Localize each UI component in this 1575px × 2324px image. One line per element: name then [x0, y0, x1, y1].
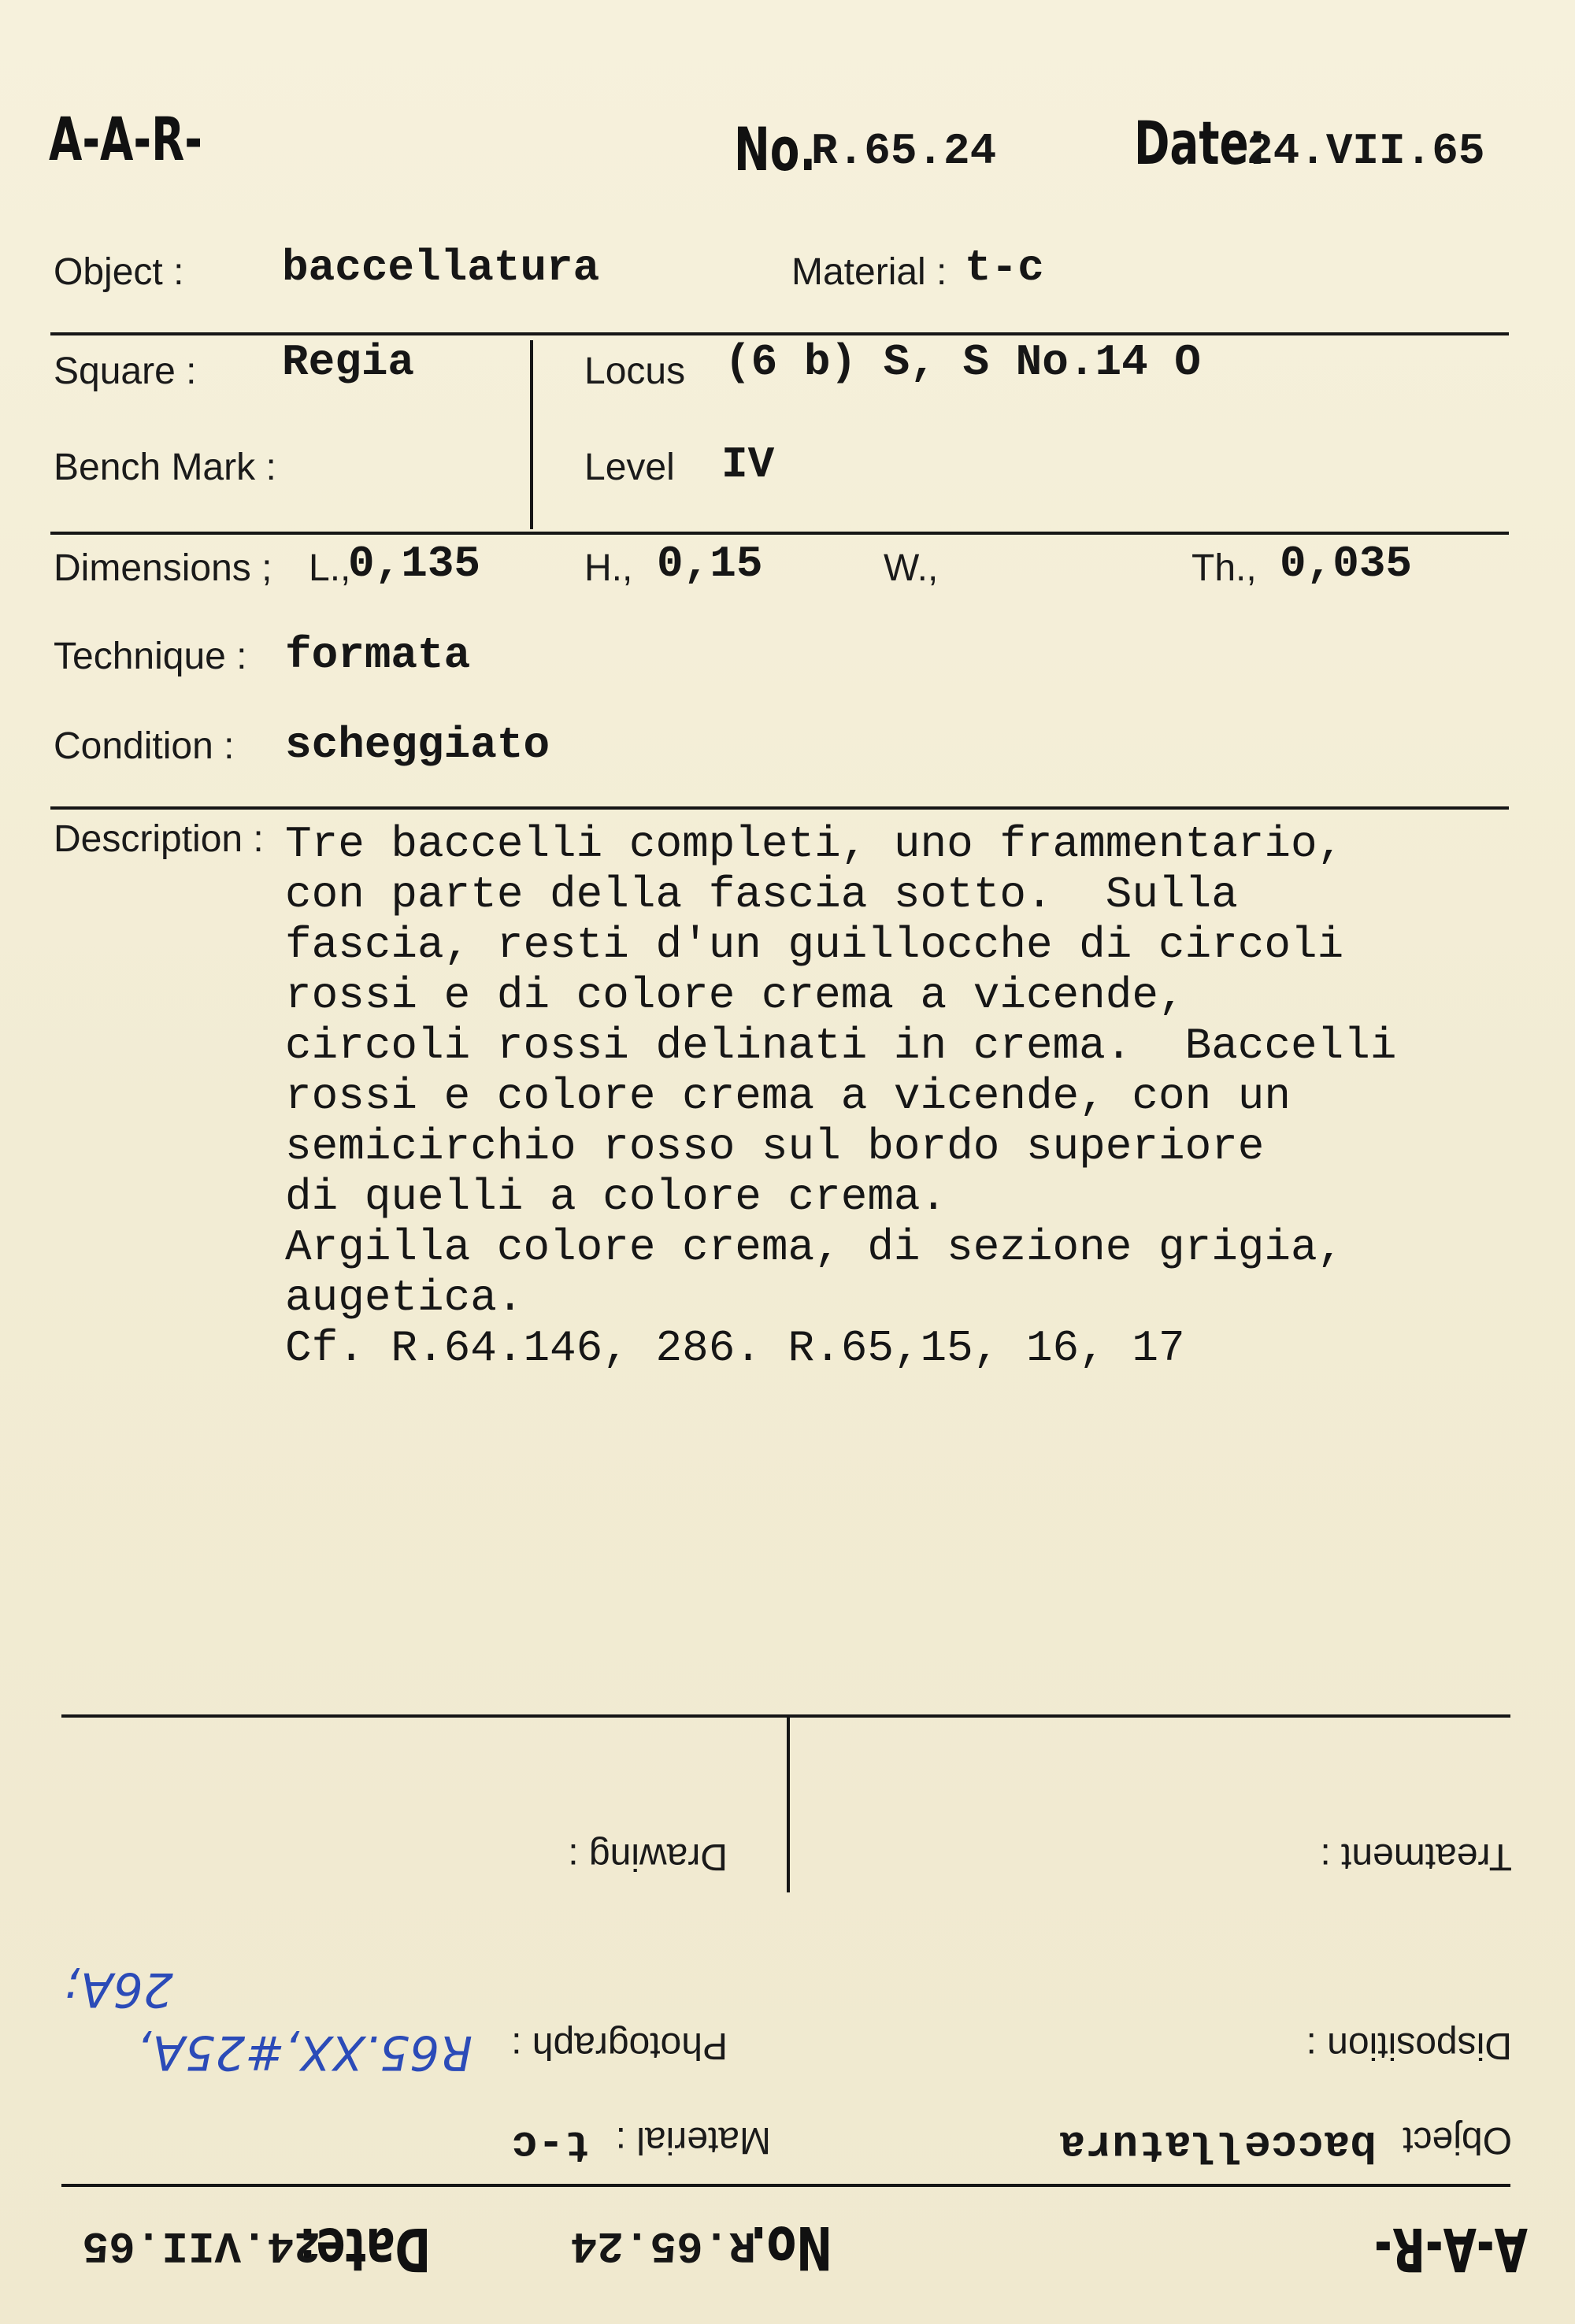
description-line: Tre baccelli completi, uno frammentario,: [285, 819, 1344, 869]
condition-value: scheggiato: [285, 720, 550, 770]
technique-label: Technique :: [54, 636, 247, 677]
object-label: Object :: [54, 251, 184, 293]
level-value: IV: [721, 439, 775, 490]
description-line: Argilla colore crema, di sezione grigia,: [285, 1222, 1344, 1273]
description-line: augetica.: [285, 1273, 524, 1323]
divider-line: [50, 532, 1509, 535]
number-label: No.: [734, 114, 817, 184]
description-line: rossi e colore crema a vicende, con un: [285, 1071, 1292, 1121]
description-line: con parte della fascia sotto. Sulla: [285, 869, 1238, 920]
thickness-label: Th.,: [1191, 547, 1257, 589]
dimensions-label: Dimensions ;: [54, 547, 272, 589]
description-text: [285, 819, 1569, 1373]
footer-material-label: Material :: [615, 2119, 771, 2161]
description-line: circoli rossi delinati in crema. Baccelli: [285, 1021, 1397, 1071]
technique-value: formata: [285, 630, 471, 680]
description-line: di quelli a colore crema.: [285, 1172, 947, 1222]
description-label: Description :: [54, 818, 264, 860]
disposition-label: Disposition :: [1306, 2025, 1512, 2066]
square-label: Square :: [54, 350, 197, 392]
object-value: baccellatura: [282, 243, 600, 293]
photograph-label: Photograph :: [511, 2025, 728, 2066]
locus-label: Locus: [584, 350, 686, 392]
inverted-footer-section: [0, 1677, 1575, 2324]
width-label: W.,: [884, 547, 939, 589]
photograph-handwritten-value: R65.XX,#25A,: [136, 2025, 472, 2080]
footer-material-value: t-c: [511, 2119, 591, 2170]
footer-object-label: Object: [1403, 2119, 1512, 2161]
photograph-handwritten-value: 26A;: [64, 1962, 173, 2017]
column-divider: [530, 340, 533, 529]
divider-line: [50, 332, 1509, 335]
condition-label: Condition :: [54, 725, 235, 767]
footer-org-code: A-A-R-: [1374, 2215, 1528, 2285]
description-line: fascia, resti d'un guillocche di circoli: [285, 920, 1344, 970]
square-value: Regia: [282, 337, 415, 387]
thickness-value: 0,035: [1280, 539, 1413, 589]
divider-line: [61, 2184, 1510, 2187]
date-value: 24.VII.65: [1247, 126, 1485, 176]
org-code: A-A-R-: [49, 104, 202, 174]
treatment-label: Treatment :: [1320, 1836, 1512, 1877]
footer-date-value: 24.VII.65: [82, 2220, 321, 2270]
drawing-label: Drawing :: [568, 1836, 728, 1877]
length-label: L.,: [309, 547, 351, 589]
description-line: rossi e di colore crema a vicende,: [285, 970, 1185, 1021]
height-value: 0,15: [657, 539, 763, 589]
column-divider: [787, 1718, 790, 1892]
locus-value: (6 b) S, S No.14 O: [724, 337, 1201, 387]
description-line: semicirchio rosso sul bordo superiore: [285, 1121, 1265, 1172]
length-value: 0,135: [348, 539, 481, 589]
footer-object-value: baccellatura: [1058, 2119, 1377, 2170]
divider-line: [61, 1714, 1510, 1718]
footer-number-value: R.65.24: [570, 2220, 756, 2270]
number-value: R.65.24: [811, 126, 997, 176]
footer-date-label: Date:: [298, 2215, 431, 2285]
level-label: Level: [584, 447, 675, 488]
material-value: t-c: [965, 243, 1044, 293]
date-label: Date:: [1134, 108, 1266, 178]
bench-mark-label: Bench Mark :: [54, 447, 276, 488]
material-label: Material :: [791, 251, 947, 293]
footer-number-label: No.: [750, 2213, 832, 2283]
description-line: Cf. R.64.146, 286. R.65,15, 16, 17: [285, 1323, 1185, 1373]
height-label: H.,: [584, 547, 633, 589]
divider-line: [50, 806, 1509, 810]
